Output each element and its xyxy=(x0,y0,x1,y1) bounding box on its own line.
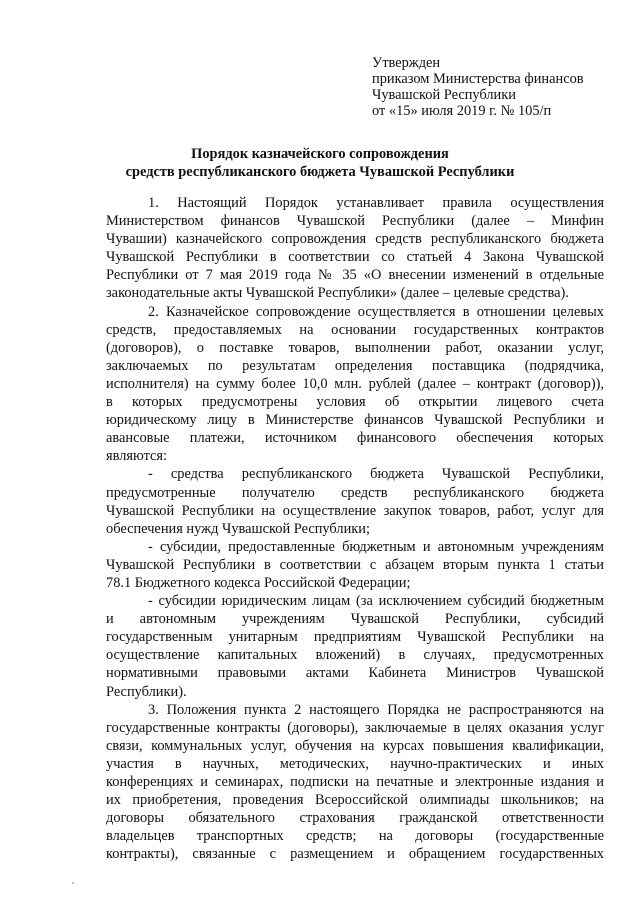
list3-line-1: - субсидии юридическим лицам (за исключением субсидий бюджетным xyxy=(148,593,604,610)
p3-line-4: участия в научных, методических, научно-практических и иных xyxy=(106,755,604,772)
list1-line-1: - средства республиканского бюджета Чувашской Республики, xyxy=(148,466,604,483)
p1-line-3: Чувашии) казначейского сопровождения средств республиканского бюджета xyxy=(106,231,604,248)
p3-line-6: их приобретения, проведения Всероссийской олимпиады школьников; на xyxy=(106,792,604,809)
approval-line-1: Утвержден xyxy=(372,55,441,71)
list2-line-3: 78.1 Бюджетного кодекса Российской Федерации; xyxy=(106,574,411,591)
p3-line-5: конференциях и семинарах, подписки на печатные и электронные издания и xyxy=(106,774,604,790)
approval-line-4: от «15» июля 2019 г. № 105/п xyxy=(372,103,552,119)
p3-line-1: 3. Положения пункта 2 настоящего Порядка не распространяются на xyxy=(148,701,604,718)
approval-block xyxy=(372,55,632,119)
list1-line-4: обеспечения нужд Чувашской Республики; xyxy=(106,520,370,537)
p3-line-3: связи, коммунальных услуг, обучения на курсах повышения квалификации, xyxy=(106,737,604,754)
p1-line-1: 1. Настоящий Порядок устанавливает правила осуществления xyxy=(148,195,604,211)
p2-line-6: в которых предусмотрены условия об открытии лицевого счета xyxy=(106,394,604,411)
p2-line-4: заключаемых по результатам определения поставщика (подрядчика, xyxy=(106,357,604,374)
title-line-1: Порядок казначейского сопровождения xyxy=(191,146,449,162)
document-title xyxy=(0,145,640,181)
list3-line-6: Республики). xyxy=(106,683,187,700)
approval-line-2: приказом Министерства финансов xyxy=(372,71,584,87)
p3-line-7: договоры обязательного страхования гражданской ответственности xyxy=(106,810,604,827)
list2-line-2: Чувашской Республики в соответствии с абзацем вторым пункта 1 статьи xyxy=(106,556,604,573)
p2-line-3: (договоров), о поставке товаров, выполнении работ, оказании услуг, xyxy=(106,339,604,356)
list1-line-3: Чувашской Республики на осуществление закупок товаров, работ, услуг для xyxy=(106,502,604,519)
p3-line-8: владельцев транспортных средств; на договоры (государственные xyxy=(106,828,604,845)
list2-line-1: - субсидии, предоставленные бюджетным и автономным учреждениям xyxy=(148,538,604,555)
p1-line-4: Чувашской Республики в соответствии со статьей 4 Закона Чувашской xyxy=(106,249,604,266)
title-line-2: средств республиканского бюджета Чувашской Республики xyxy=(125,164,515,180)
list3-line-5: нормативными правовыми актами Кабинета Министров Чувашской xyxy=(106,665,604,682)
p2-line-9: являются: xyxy=(106,448,168,465)
p1-line-6: законодательные акты Чувашской Республики» (далее – целевые средства). xyxy=(106,285,569,302)
p1-line-2: Министерством финансов Чувашской Республики (далее – Минфин xyxy=(106,213,604,230)
list3-line-2: и автономным учреждениям Чувашской Республики, субсидий xyxy=(106,611,604,628)
p3-line-9: контракты), связанные с размещением и обращением государственных xyxy=(106,846,604,863)
p2-line-5: исполнителя) на сумму более 10,0 млн. рублей (далее – контракт (договор)), xyxy=(106,375,604,392)
scan-speck xyxy=(72,882,74,884)
document-body xyxy=(106,194,604,863)
list3-line-4: осуществление капитальных вложений) в случаях, предусмотренных xyxy=(106,647,604,664)
p2-line-7: юридическому лицу в Министерстве финансов Чувашской Республики и xyxy=(106,412,604,429)
p2-line-8: авансовые платежи, источником финансового обеспечения которых xyxy=(106,430,604,447)
p2-line-2: средств, предоставляемых на основании государственных контрактов xyxy=(106,321,604,338)
list1-line-2: предусмотренные получателю средств республиканского бюджета xyxy=(106,484,604,501)
p3-line-2: государственные контракты (договоры), заключаемые в целях оказания услуг xyxy=(106,719,604,736)
approval-line-3: Чувашской Республики xyxy=(372,87,516,103)
p1-line-5: Республики от 7 мая 2019 года № 35 «О внесении изменений в отдельные xyxy=(106,267,604,284)
list3-line-3: государственным унитарным предприятиям Чувашской Республики на xyxy=(106,629,604,646)
p2-line-1: 2. Казначейское сопровождение осуществляется в отношении целевых xyxy=(148,303,604,320)
